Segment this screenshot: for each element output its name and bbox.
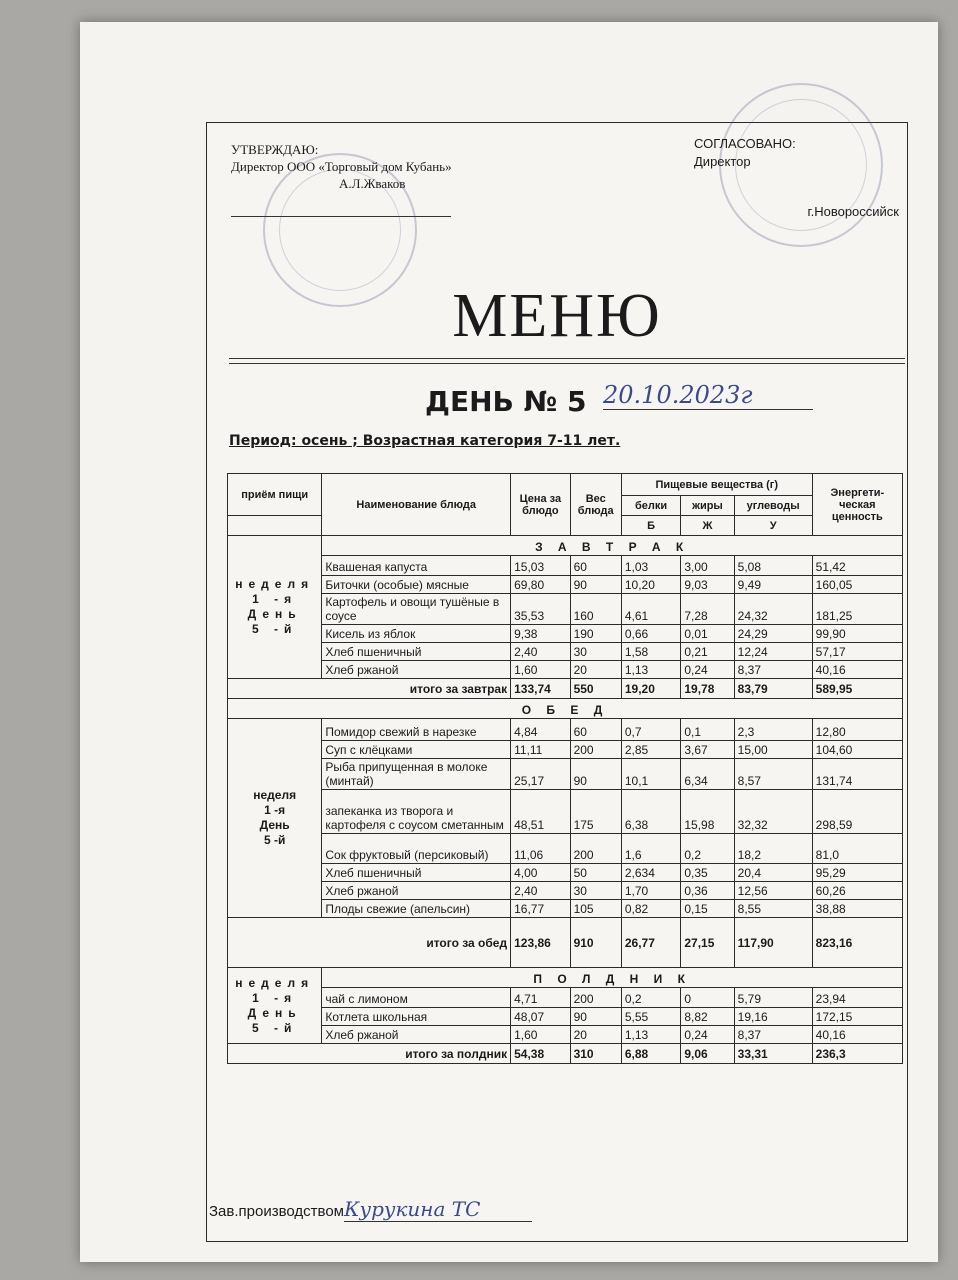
dish-name-cell: Рыба припущенная в молоке (минтай) (322, 759, 511, 790)
value-cell: 16,77 (511, 900, 570, 918)
value-cell: 60 (570, 556, 621, 576)
value-cell: 2,40 (511, 643, 570, 661)
total-value-cell: 910 (570, 918, 621, 968)
value-cell: 38,88 (812, 900, 902, 918)
value-cell: 181,25 (812, 594, 902, 625)
meal-label-cell (228, 536, 322, 679)
table-row (228, 882, 903, 900)
total-label: итого за завтрак (228, 679, 511, 699)
approve-block (231, 141, 452, 217)
table-row (228, 556, 903, 576)
approve-person: А.Л.Жваков (339, 176, 406, 191)
value-cell: 7,28 (681, 594, 734, 625)
dish-name-cell: Суп с клёцками (322, 741, 511, 759)
handwritten-date: 20.10.2023г (603, 381, 813, 410)
value-cell: 200 (570, 741, 621, 759)
value-cell: 1,03 (621, 556, 680, 576)
header-meal-spacer (228, 516, 322, 536)
dish-name-cell: Хлеб ржаной (322, 661, 511, 679)
meal-label-line: неделя (253, 788, 297, 802)
value-cell: 25,17 (511, 759, 570, 790)
header-proteins: белки (621, 496, 680, 516)
value-cell: 48,07 (511, 1008, 570, 1026)
value-cell: 6,34 (681, 759, 734, 790)
value-cell: 1,58 (621, 643, 680, 661)
value-cell: 5,79 (734, 988, 812, 1008)
table-row (228, 661, 903, 679)
meal-label-cell (228, 719, 322, 918)
approve-heading: УТВЕРЖДАЮ: (231, 142, 319, 157)
value-cell: 200 (570, 988, 621, 1008)
value-cell: 10,20 (621, 576, 680, 594)
value-cell: 48,51 (511, 790, 570, 834)
value-cell: 10,1 (621, 759, 680, 790)
value-cell: 2,3 (734, 719, 812, 741)
value-cell: 1,70 (621, 882, 680, 900)
meal-label-line: День (259, 818, 290, 832)
value-cell: 57,17 (812, 643, 902, 661)
total-value-cell: 236,3 (812, 1044, 902, 1064)
value-cell: 9,49 (734, 576, 812, 594)
dish-name-cell: Сок фруктовый (персиковый) (322, 834, 511, 864)
meal-label-line: 5 -й (263, 833, 286, 847)
value-cell: 11,11 (511, 741, 570, 759)
dish-name-cell: Котлета школьная (322, 1008, 511, 1026)
value-cell: 0 (681, 988, 734, 1008)
table-row (228, 864, 903, 882)
value-cell: 35,53 (511, 594, 570, 625)
dish-name-cell: Биточки (особые) мясные (322, 576, 511, 594)
value-cell: 20 (570, 1026, 621, 1044)
header-u: У (734, 516, 812, 536)
value-cell: 40,16 (812, 1026, 902, 1044)
value-cell: 69,80 (511, 576, 570, 594)
dish-name-cell: Плоды свежие (апельсин) (322, 900, 511, 918)
total-value-cell: 589,95 (812, 679, 902, 699)
value-cell: 160,05 (812, 576, 902, 594)
table-row (228, 759, 903, 790)
value-cell: 2,85 (621, 741, 680, 759)
value-cell: 175 (570, 790, 621, 834)
footer-signature (209, 1197, 532, 1222)
table-row (228, 834, 903, 864)
value-cell: 4,00 (511, 864, 570, 882)
value-cell: 5,55 (621, 1008, 680, 1026)
header-nutrients: Пищевые вещества (г) (621, 474, 812, 496)
value-cell: 1,13 (621, 661, 680, 679)
handwritten-signature: Курукина ТС (344, 1197, 532, 1222)
page-title: МЕНЮ (452, 282, 662, 350)
dish-name-cell: запеканка из творога и картофеля с соусом сметанным (322, 790, 511, 834)
value-cell: 172,15 (812, 1008, 902, 1026)
value-cell: 0,7 (621, 719, 680, 741)
total-value-cell: 123,86 (511, 918, 570, 968)
approve-position: Директор ООО «Торговый дом Кубань» (231, 159, 452, 174)
value-cell: 6,38 (621, 790, 680, 834)
value-cell: 40,16 (812, 661, 902, 679)
total-value-cell: 9,06 (681, 1044, 734, 1064)
value-cell: 1,60 (511, 1026, 570, 1044)
value-cell: 24,32 (734, 594, 812, 625)
meal-label-line: 1 -я (252, 592, 298, 606)
value-cell: 131,74 (812, 759, 902, 790)
table-row (228, 741, 903, 759)
value-cell: 9,03 (681, 576, 734, 594)
value-cell: 12,24 (734, 643, 812, 661)
meal-label-line: День (247, 607, 302, 621)
section-title: О Б Е Д (228, 699, 903, 719)
value-cell: 4,71 (511, 988, 570, 1008)
title-divider-2 (229, 363, 905, 364)
header-energy: Энергети-ческая ценность (812, 474, 902, 536)
value-cell: 8,37 (734, 661, 812, 679)
agree-heading: СОГЛАСОВАНО: (694, 136, 796, 151)
value-cell: 298,59 (812, 790, 902, 834)
value-cell: 99,90 (812, 625, 902, 643)
section-title-row (228, 968, 903, 988)
value-cell: 24,29 (734, 625, 812, 643)
value-cell: 50 (570, 864, 621, 882)
period-line: Период: осень ; Возрастная категория 7-11 лет. (229, 433, 621, 449)
value-cell: 104,60 (812, 741, 902, 759)
approve-signature-line (231, 216, 451, 217)
value-cell: 90 (570, 759, 621, 790)
total-value-cell: 310 (570, 1044, 621, 1064)
value-cell: 0,01 (681, 625, 734, 643)
value-cell: 8,55 (734, 900, 812, 918)
table-row (228, 594, 903, 625)
meal-label-line: 1 -я (264, 803, 286, 817)
value-cell: 20,4 (734, 864, 812, 882)
value-cell: 2,634 (621, 864, 680, 882)
header-weight: Вес блюда (570, 474, 621, 536)
value-cell: 11,06 (511, 834, 570, 864)
section-title-row (228, 699, 903, 719)
value-cell: 15,00 (734, 741, 812, 759)
value-cell: 0,35 (681, 864, 734, 882)
value-cell: 0,2 (621, 988, 680, 1008)
paper-sheet (80, 22, 938, 1262)
table-row (228, 1026, 903, 1044)
value-cell: 4,61 (621, 594, 680, 625)
value-cell: 15,98 (681, 790, 734, 834)
value-cell: 51,42 (812, 556, 902, 576)
dish-name-cell: Картофель и овощи тушёные в соусе (322, 594, 511, 625)
value-cell: 0,66 (621, 625, 680, 643)
meal-label-cell (228, 968, 322, 1044)
total-row (228, 679, 903, 699)
dish-name-cell: Хлеб пшеничный (322, 864, 511, 882)
value-cell: 12,80 (812, 719, 902, 741)
agree-block (694, 135, 899, 221)
meal-label-line: неделя (235, 577, 315, 591)
value-cell: 60,26 (812, 882, 902, 900)
agree-city: г.Новороссийск (807, 204, 899, 219)
table-row (228, 900, 903, 918)
value-cell: 90 (570, 576, 621, 594)
menu-table (227, 473, 903, 1064)
total-value-cell: 19,20 (621, 679, 680, 699)
menu-document (206, 122, 908, 1242)
header-zh: Ж (681, 516, 734, 536)
value-cell: 30 (570, 882, 621, 900)
table-row (228, 625, 903, 643)
value-cell: 0,82 (621, 900, 680, 918)
value-cell: 8,57 (734, 759, 812, 790)
value-cell: 0,36 (681, 882, 734, 900)
header-carbs: углеводы (734, 496, 812, 516)
table-row (228, 576, 903, 594)
value-cell: 0,24 (681, 661, 734, 679)
table-row (228, 1008, 903, 1026)
total-label: итого за полдник (228, 1044, 511, 1064)
total-value-cell: 117,90 (734, 918, 812, 968)
value-cell: 30 (570, 643, 621, 661)
total-value-cell: 6,88 (621, 1044, 680, 1064)
header-b: Б (621, 516, 680, 536)
value-cell: 8,82 (681, 1008, 734, 1026)
value-cell: 19,16 (734, 1008, 812, 1026)
header-meal: приём пищи (228, 474, 322, 516)
meal-label-line: День (247, 1005, 302, 1020)
total-row (228, 1044, 903, 1064)
value-cell: 0,24 (681, 1026, 734, 1044)
dish-name-cell: Помидор свежий в нарезке (322, 719, 511, 741)
total-value-cell: 133,74 (511, 679, 570, 699)
value-cell: 90 (570, 1008, 621, 1026)
total-label: итого за обед (228, 918, 511, 968)
total-value-cell: 26,77 (621, 918, 680, 968)
dish-name-cell: Кисель из яблок (322, 625, 511, 643)
value-cell: 190 (570, 625, 621, 643)
dish-name-cell: Хлеб ржаной (322, 882, 511, 900)
footer-label: Зав.производством (209, 1203, 344, 1220)
dish-name-cell: Хлеб пшеничный (322, 643, 511, 661)
value-cell: 18,2 (734, 834, 812, 864)
value-cell: 60 (570, 719, 621, 741)
header-fats: жиры (681, 496, 734, 516)
table-row (228, 719, 903, 741)
value-cell: 0,2 (681, 834, 734, 864)
value-cell: 0,21 (681, 643, 734, 661)
value-cell: 160 (570, 594, 621, 625)
value-cell: 5,08 (734, 556, 812, 576)
value-cell: 0,15 (681, 900, 734, 918)
value-cell: 1,13 (621, 1026, 680, 1044)
meal-label-line: 5 -й (251, 622, 298, 636)
day-number: ДЕНЬ № 5 (425, 385, 587, 418)
table-row (228, 643, 903, 661)
section-title-row (228, 536, 903, 556)
total-value-cell: 19,78 (681, 679, 734, 699)
table-row (228, 988, 903, 1008)
value-cell: 4,84 (511, 719, 570, 741)
value-cell: 32,32 (734, 790, 812, 834)
total-value-cell: 27,15 (681, 918, 734, 968)
value-cell: 3,67 (681, 741, 734, 759)
menu-table-body (228, 536, 903, 1064)
header-dish-name: Наименование блюда (322, 474, 511, 536)
value-cell: 1,60 (511, 661, 570, 679)
total-row (228, 918, 903, 968)
section-title: П О Л Д Н И К (322, 968, 903, 988)
title-divider (229, 358, 905, 359)
dish-name-cell: Квашеная капуста (322, 556, 511, 576)
agree-position: Директор (694, 154, 751, 169)
total-value-cell: 823,16 (812, 918, 902, 968)
value-cell: 0,1 (681, 719, 734, 741)
total-value-cell: 33,31 (734, 1044, 812, 1064)
section-title: З А В Т Р А К (322, 536, 903, 556)
total-value-cell: 550 (570, 679, 621, 699)
value-cell: 20 (570, 661, 621, 679)
total-value-cell: 54,38 (511, 1044, 570, 1064)
value-cell: 2,40 (511, 882, 570, 900)
dish-name-cell: чай с лимоном (322, 988, 511, 1008)
value-cell: 95,29 (812, 864, 902, 882)
header-price: Цена за блюдо (511, 474, 570, 536)
value-cell: 3,00 (681, 556, 734, 576)
value-cell: 105 (570, 900, 621, 918)
value-cell: 200 (570, 834, 621, 864)
meal-label-line: неделя (235, 975, 315, 990)
value-cell: 9,38 (511, 625, 570, 643)
value-cell: 1,6 (621, 834, 680, 864)
meal-label-line: 1 -я (252, 990, 298, 1005)
dish-name-cell: Хлеб ржаной (322, 1026, 511, 1044)
value-cell: 8,37 (734, 1026, 812, 1044)
meal-label-line: 5 -й (251, 1020, 298, 1035)
value-cell: 23,94 (812, 988, 902, 1008)
value-cell: 81,0 (812, 834, 902, 864)
value-cell: 12,56 (734, 882, 812, 900)
table-row (228, 790, 903, 834)
value-cell: 15,03 (511, 556, 570, 576)
total-value-cell: 83,79 (734, 679, 812, 699)
